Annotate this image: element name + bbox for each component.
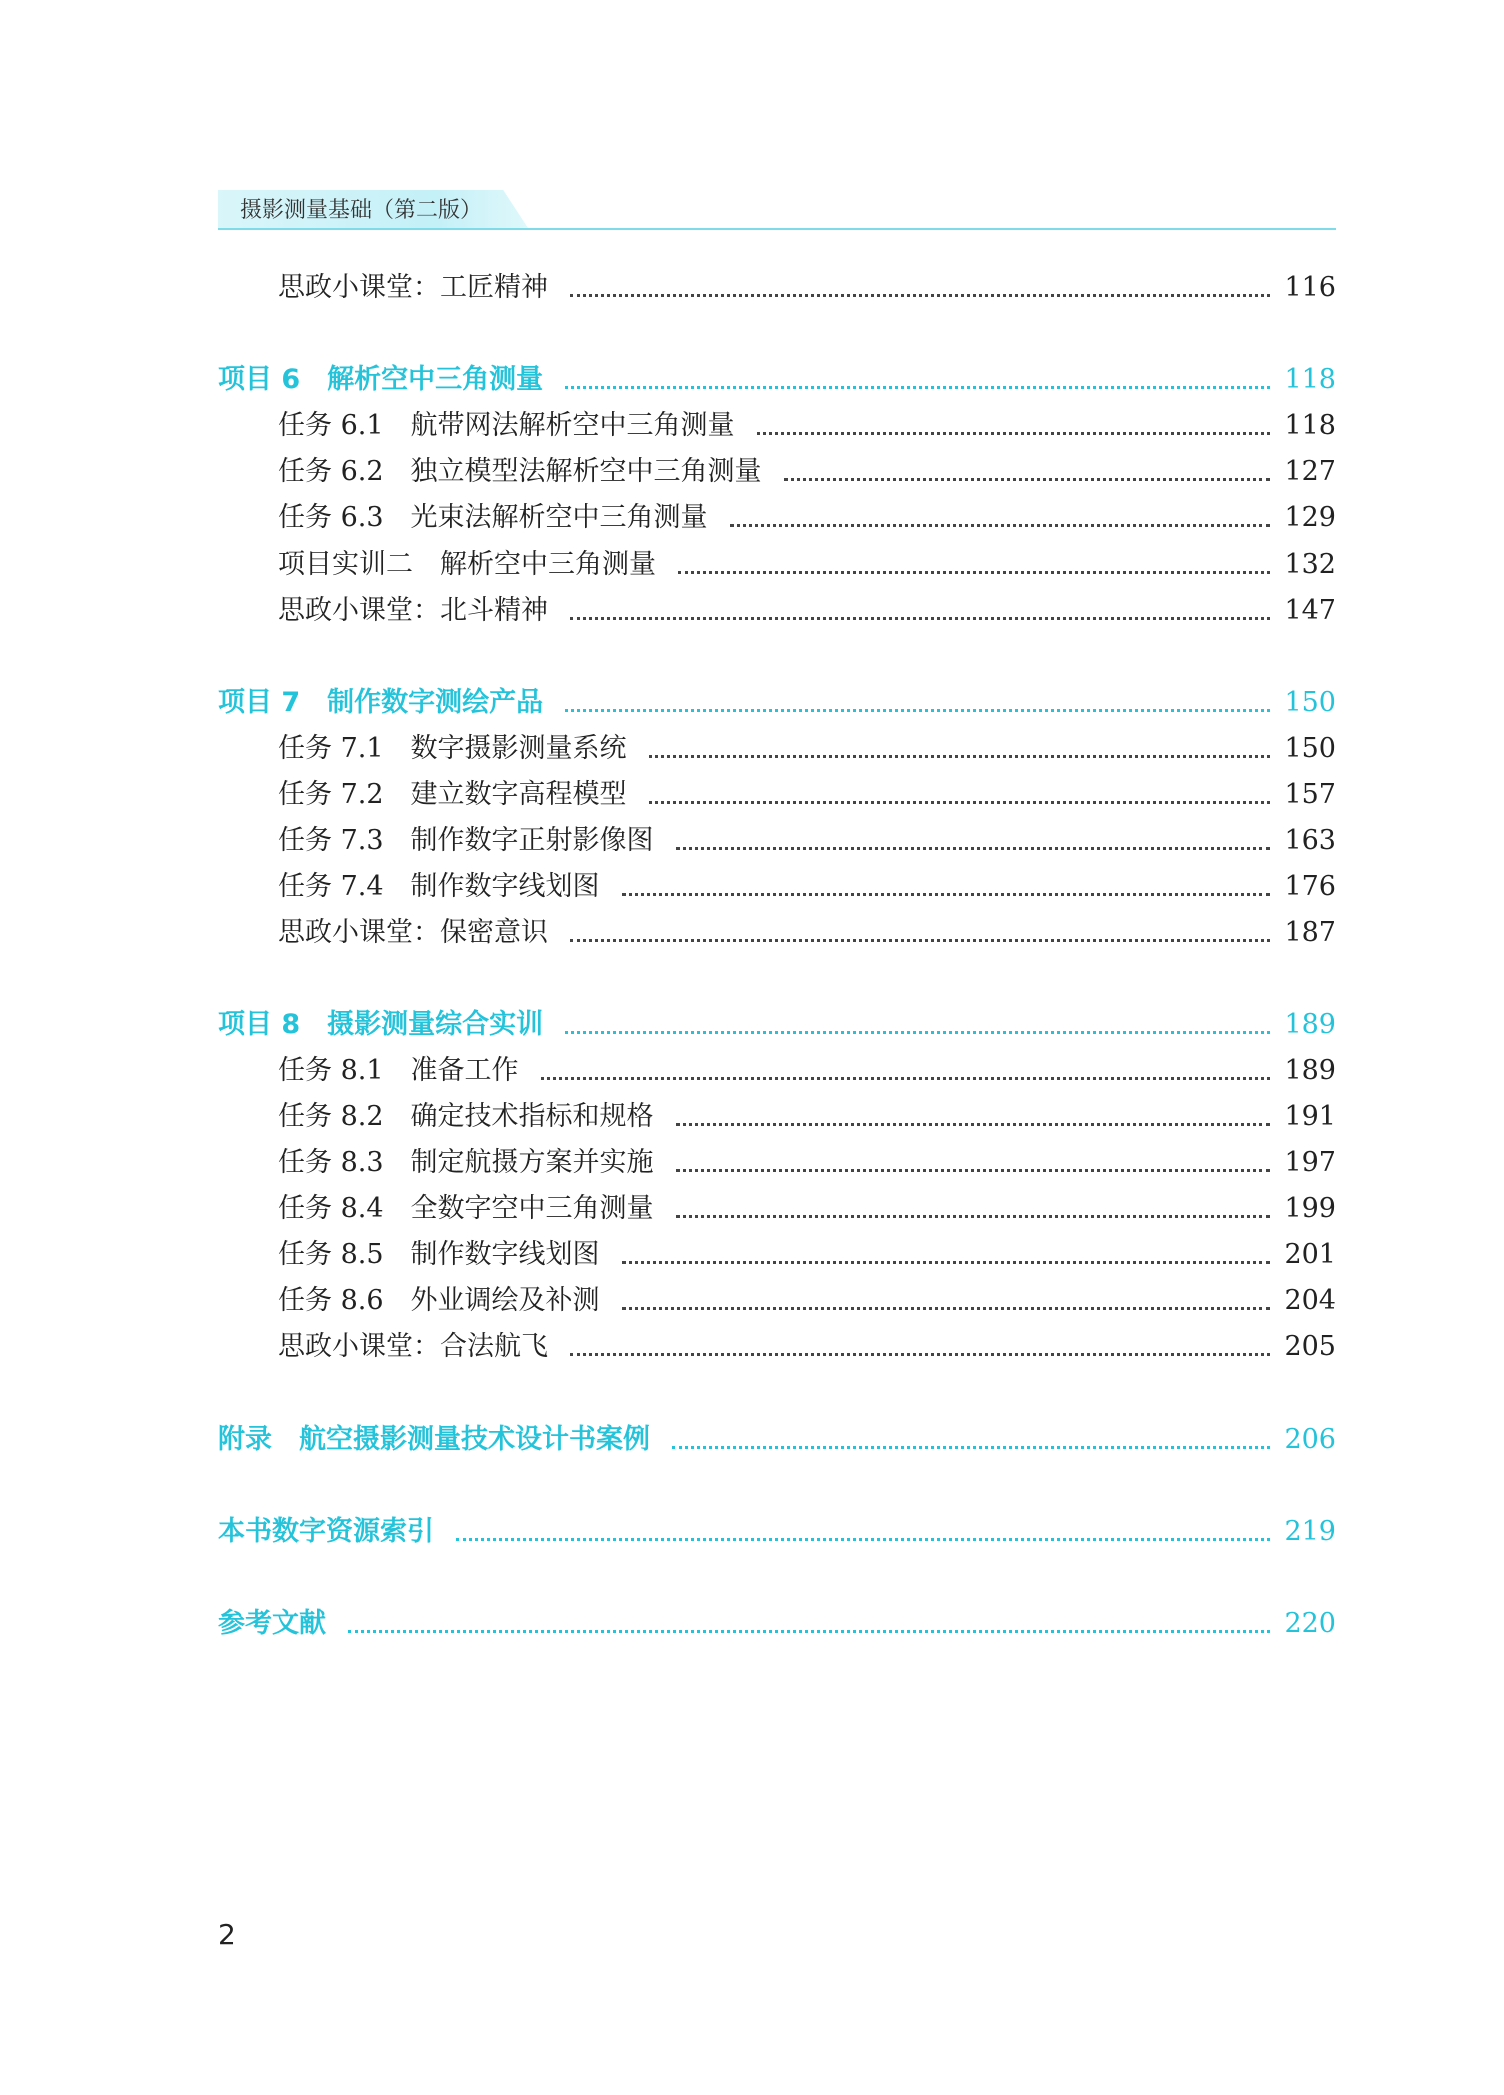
- toc-entry-title: 思政小课堂：合法航飞: [278, 1331, 548, 1362]
- toc-section-entry[interactable]: [0, 268, 1504, 308]
- toc-entry-title: 思政小课堂：工匠精神: [278, 272, 548, 303]
- toc-entry-title: 任务 8.1 准备工作: [278, 1055, 519, 1086]
- toc-entry-title: 任务 7.2 建立数字高程模型: [278, 779, 627, 810]
- toc-entry-title: 项目实训二 解析空中三角测量: [278, 549, 656, 580]
- toc-chapter-entry[interactable]: [0, 1420, 1504, 1460]
- toc-dot-leader: [622, 1307, 1270, 1310]
- toc-section-entry[interactable]: [0, 1051, 1504, 1091]
- toc-dot-leader: [565, 386, 1270, 389]
- toc-entry-title: 项目 8 摄影测量综合实训: [218, 1009, 544, 1040]
- toc-entry-page: 132: [1284, 549, 1336, 580]
- toc-entry-page: 199: [1284, 1193, 1336, 1224]
- toc-entry-title: 本书数字资源索引: [218, 1516, 434, 1547]
- toc-entry-page: 219: [1284, 1516, 1336, 1547]
- toc-dot-leader: [456, 1538, 1270, 1541]
- toc-entry-page: 176: [1284, 871, 1336, 902]
- toc-dot-leader: [565, 709, 1270, 712]
- toc-dot-leader: [672, 1446, 1270, 1449]
- header-title: 摄影测量基础（第二版）: [240, 198, 483, 223]
- toc-dot-leader: [676, 1215, 1270, 1218]
- toc-dot-leader: [730, 524, 1270, 527]
- toc-entry-page: 205: [1284, 1331, 1336, 1362]
- toc-section-entry[interactable]: [0, 591, 1504, 631]
- toc-dot-leader: [678, 571, 1270, 574]
- toc-dot-leader: [676, 1123, 1270, 1126]
- toc-entry-page: 201: [1284, 1239, 1336, 1270]
- toc-entry-page: 127: [1284, 456, 1336, 487]
- toc-section-entry[interactable]: [0, 452, 1504, 492]
- toc-dot-leader: [570, 939, 1270, 942]
- toc-entry-page: 189: [1284, 1055, 1336, 1086]
- toc-entry-page: 204: [1284, 1285, 1336, 1316]
- toc-entry-page: 197: [1284, 1147, 1336, 1178]
- toc-section-entry[interactable]: [0, 545, 1504, 585]
- toc-entry-page: 191: [1284, 1101, 1336, 1132]
- toc-entry-title: 任务 8.5 制作数字线划图: [278, 1239, 600, 1270]
- toc-section-entry[interactable]: [0, 775, 1504, 815]
- toc-entry-page: 118: [1284, 364, 1336, 395]
- toc-entry-title: 附录 航空摄影测量技术设计书案例: [218, 1424, 650, 1455]
- toc-entry-title: 任务 7.4 制作数字线划图: [278, 871, 600, 902]
- toc-dot-leader: [570, 294, 1270, 297]
- toc-entry-page: 187: [1284, 917, 1336, 948]
- toc-dot-leader: [649, 801, 1270, 804]
- toc-entry-page: 163: [1284, 825, 1336, 856]
- toc-section-entry[interactable]: [0, 867, 1504, 907]
- toc-entry-title: 项目 6 解析空中三角测量: [218, 364, 544, 395]
- toc-entry-page: 157: [1284, 779, 1336, 810]
- toc-dot-leader: [570, 1353, 1270, 1356]
- toc-section-entry[interactable]: [0, 913, 1504, 953]
- toc-entry-title: 参考文献: [218, 1608, 326, 1639]
- toc-entry-title: 任务 7.1 数字摄影测量系统: [278, 733, 627, 764]
- toc-entry-page: 220: [1284, 1608, 1336, 1639]
- toc-chapter-entry[interactable]: [0, 1512, 1504, 1552]
- toc-section-entry[interactable]: [0, 729, 1504, 769]
- toc-section-entry[interactable]: [0, 1235, 1504, 1275]
- toc-dot-leader: [622, 1261, 1270, 1264]
- toc-entry-title: 思政小课堂：北斗精神: [278, 595, 548, 626]
- toc-entry-title: 项目 7 制作数字测绘产品: [218, 687, 544, 718]
- toc-dot-leader: [570, 617, 1270, 620]
- toc-entry-title: 任务 7.3 制作数字正射影像图: [278, 825, 654, 856]
- running-header: [218, 190, 1336, 230]
- page-number: 2: [218, 1918, 236, 1951]
- toc-dot-leader: [676, 1169, 1270, 1172]
- toc-entry-page: 150: [1284, 733, 1336, 764]
- toc-section-entry[interactable]: [0, 1189, 1504, 1229]
- toc-section-entry[interactable]: [0, 1097, 1504, 1137]
- toc-dot-leader: [348, 1630, 1270, 1633]
- toc-dot-leader: [541, 1077, 1270, 1080]
- toc-dot-leader: [565, 1031, 1270, 1034]
- toc-section-entry[interactable]: [0, 821, 1504, 861]
- toc-section-entry[interactable]: [0, 1327, 1504, 1367]
- toc-section-entry[interactable]: [0, 498, 1504, 538]
- toc-section-entry[interactable]: [0, 1143, 1504, 1183]
- toc-entry-page: 206: [1284, 1424, 1336, 1455]
- toc-dot-leader: [757, 432, 1270, 435]
- toc-section-entry[interactable]: [0, 406, 1504, 446]
- toc-entry-page: 150: [1284, 687, 1336, 718]
- toc-entry-page: 189: [1284, 1009, 1336, 1040]
- toc-entry-page: 118: [1284, 410, 1336, 441]
- toc-entry-title: 任务 6.3 光束法解析空中三角测量: [278, 502, 708, 533]
- toc-entry-page: 116: [1284, 272, 1336, 303]
- toc-entry-title: 任务 8.4 全数字空中三角测量: [278, 1193, 654, 1224]
- toc-chapter-entry[interactable]: [0, 683, 1504, 723]
- toc-entry-page: 147: [1284, 595, 1336, 626]
- toc-entry-title: 思政小课堂：保密意识: [278, 917, 548, 948]
- toc-chapter-entry[interactable]: [0, 1604, 1504, 1644]
- toc-dot-leader: [676, 847, 1270, 850]
- toc-entry-title: 任务 8.6 外业调绘及补测: [278, 1285, 600, 1316]
- toc-entry-title: 任务 6.1 航带网法解析空中三角测量: [278, 410, 735, 441]
- toc-entry-title: 任务 8.3 制定航摄方案并实施: [278, 1147, 654, 1178]
- toc-entry-title: 任务 8.2 确定技术指标和规格: [278, 1101, 654, 1132]
- toc-dot-leader: [784, 478, 1270, 481]
- header-rule: [218, 228, 1336, 230]
- toc-dot-leader: [649, 755, 1270, 758]
- toc-chapter-entry[interactable]: [0, 1005, 1504, 1045]
- toc-chapter-entry[interactable]: [0, 360, 1504, 400]
- toc-dot-leader: [622, 893, 1270, 896]
- toc-section-entry[interactable]: [0, 1281, 1504, 1321]
- toc-entry-page: 129: [1284, 502, 1336, 533]
- toc-entry-title: 任务 6.2 独立模型法解析空中三角测量: [278, 456, 762, 487]
